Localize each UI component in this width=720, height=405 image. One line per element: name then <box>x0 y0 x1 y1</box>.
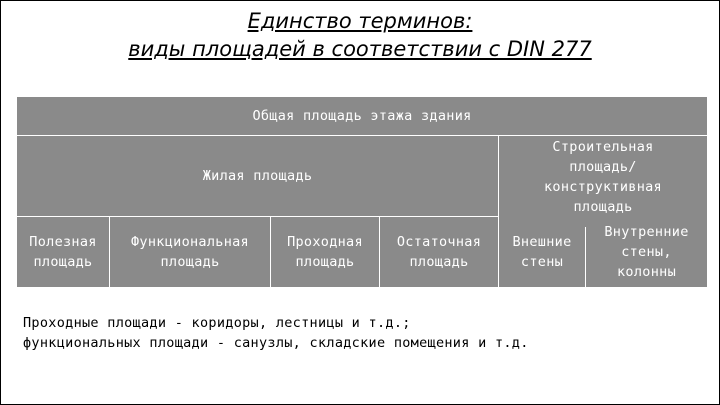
cell-useful-area: Полезная площадь <box>29 234 97 270</box>
cell-internal-walls: Внутренние стены, колонны <box>604 224 689 280</box>
table-divider <box>270 217 271 287</box>
area-types-table <box>17 97 707 287</box>
header-living-area: Жилая площадь <box>202 168 313 184</box>
table-divider <box>585 227 586 287</box>
cell-passage-area: Проходная площадь <box>287 234 363 270</box>
header-construction-area: Строительная площадь/ конструктивная площадь <box>544 139 662 215</box>
slide-title <box>1 7 719 63</box>
title-line-1: Единство терминов: <box>247 9 473 33</box>
table-divider <box>109 217 110 287</box>
cell-external-walls: Внешние стены <box>512 234 572 270</box>
table-divider <box>498 136 499 287</box>
note-line-2: функциональных площади - санузлы, складские помещения и т.д. <box>23 335 529 351</box>
cell-remaining-area: Остаточная площадь <box>396 234 482 270</box>
table-divider <box>17 216 499 217</box>
cell-functional-area: Функциональная площадь <box>131 234 249 270</box>
notes <box>23 313 529 353</box>
header-total-floor-area: Общая площадь этажа здания <box>252 108 472 124</box>
table-divider <box>17 135 707 136</box>
note-line-1: Проходные площади - коридоры, лестницы и т.д.; <box>23 315 411 331</box>
table-divider <box>379 217 380 287</box>
title-line-2: виды площадей в соответствии с DIN 277 <box>128 37 592 61</box>
